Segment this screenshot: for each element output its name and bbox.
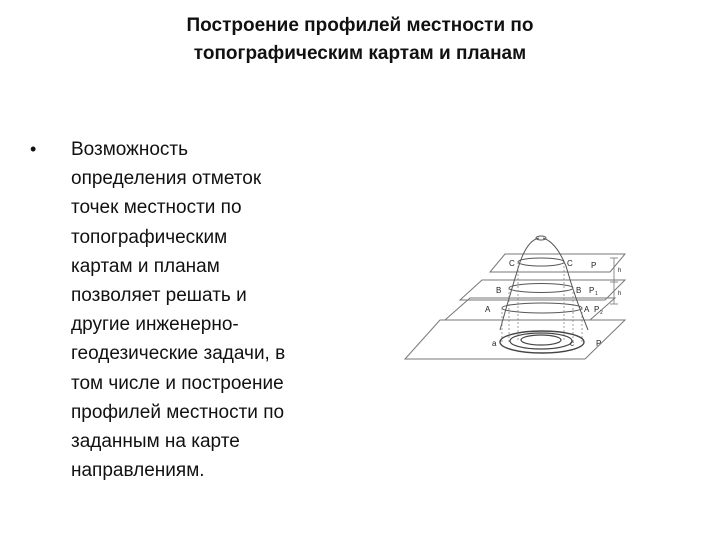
bullet-line-9: том числе и построение xyxy=(71,372,284,394)
plane-p1 xyxy=(460,280,625,300)
slide-title xyxy=(80,12,640,68)
bullet-line-7: другие инженерно- xyxy=(71,314,239,336)
section-a xyxy=(502,303,582,313)
label-c-left: C xyxy=(509,259,515,268)
section-b xyxy=(509,284,573,293)
bullet-line-12: направлениям. xyxy=(71,460,205,482)
title-line-2: топографическим картам и планам xyxy=(193,43,527,64)
base-plane xyxy=(405,320,625,359)
bullet-line-11: заданным на карте xyxy=(71,431,240,453)
label-c-right: C xyxy=(567,259,573,268)
label-p1: P xyxy=(589,286,595,295)
label-p1-subscript: 1 xyxy=(595,291,598,297)
bullet-item xyxy=(30,135,360,485)
label-h-lower: h xyxy=(618,291,622,297)
bullet-dot: • xyxy=(30,139,37,159)
label-p2: P xyxy=(594,305,600,314)
label-p: P xyxy=(591,261,597,270)
bullet-line-4: топографическим xyxy=(71,226,228,248)
section-c xyxy=(518,258,564,266)
label-a-right: A xyxy=(584,305,590,314)
terrain-section-diagram xyxy=(400,232,630,367)
bullet-line-6: позволяет решать и xyxy=(71,285,247,307)
bullet-text xyxy=(71,135,360,485)
bullet-line-10: профилей местности по xyxy=(71,401,285,423)
label-c-lower: c xyxy=(570,339,574,348)
label-b-left: B xyxy=(496,286,502,295)
label-p2-subscript: 2 xyxy=(600,310,603,316)
title-line-1: Построение профилей местности по xyxy=(186,15,534,36)
label-a-left: A xyxy=(485,305,491,314)
contour-c xyxy=(521,335,561,345)
bullet-line-5: картам и планам xyxy=(71,255,220,277)
bullet-line-8: геодезические задачи, в xyxy=(71,343,286,365)
bullet-list xyxy=(30,135,360,485)
plane-p2 xyxy=(445,298,615,320)
label-h-upper: h xyxy=(618,268,622,274)
bullet-line-1: Возможность xyxy=(71,139,189,160)
bullet-line-3: точек местности по xyxy=(71,197,242,219)
bullet-line-2: определения отметок xyxy=(71,168,262,190)
label-a-lower: a xyxy=(492,339,497,348)
label-p-base: P xyxy=(596,339,602,348)
label-b-right: B xyxy=(576,286,582,295)
